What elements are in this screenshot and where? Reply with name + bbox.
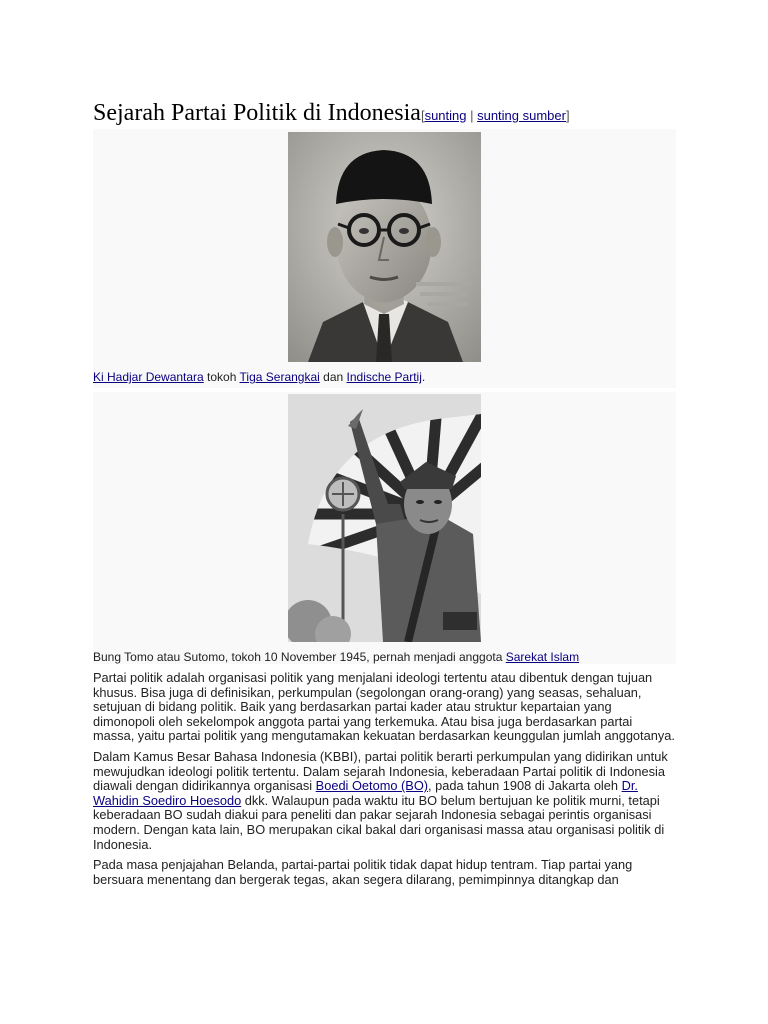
- section-title: Sejarah Partai Politik di Indonesia: [93, 100, 421, 126]
- bracket-open: [: [420, 108, 425, 123]
- bung-tomo-photo[interactable]: [288, 394, 481, 642]
- figure1-caption: [93, 370, 676, 385]
- paragraph-2-text: dkk. Walaupun pada waktu itu BO belum bertujuan ke politik murni, tetapi keberadaan BO sudah diakui para peneliti dan pakar sejarah Indonesia sebagai perintis organisasi modern. Dengan kata lain, BO merupakan cikal bakal dari organisasi massa atau organisasi politik di Indonesia.: [93, 792, 665, 852]
- figure2-caption: [93, 650, 676, 665]
- paragraph-2-text: Dalam Kamus Besar Bahasa Indonesia (KBBI), partai politik berarti perkumpulan yang didirikan untuk mewujudkan ideologi politik tertentu. Dalam sejarah Indonesia, keberadaan Partai politik di Indonesia diawali dengan didirikannya organisasi: [93, 748, 668, 794]
- caption-link-indische-partij[interactable]: Indische Partij: [346, 370, 422, 384]
- caption-link-tiga-serangkai[interactable]: Tiga Serangkai: [239, 370, 320, 384]
- section-heading: [93, 100, 676, 130]
- paragraph-2: [93, 750, 676, 852]
- edit-links: [421, 108, 570, 123]
- article-body: [93, 671, 676, 893]
- link-wahidin[interactable]: Dr. Wahidin Soedirо Hoesodo: [93, 778, 638, 808]
- caption-text: .: [421, 370, 426, 384]
- portrait-photo-graphic: [288, 132, 481, 362]
- caption-link-ki-hadjar[interactable]: Ki Hadjar Dewantara: [93, 370, 204, 384]
- bung-tomo-photo-graphic: [288, 394, 481, 642]
- paragraph-3: Pada masa penjajahan Belanda, partai-partai politik tidak dapat hidup tentram. Tiap partai yang bersuara menentang dan bergerak tegas, akan segera dilarang, pemimpinnya ditangkap dan: [93, 857, 633, 887]
- paragraph-1: Partai politik adalah organisasi politik yang menjalani ideologi tertentu atau dibentuk dengan tujuan khusus. Bisa juga di definisikan, perkumpulan (segolongan orang-orang) yang seasas, sehaluan, setujuan di bidang politik. Baik yang berdasarkan partai kader atau struktur kepartaian yang dimonopoli oleh sekelompok anggota partai yang terkemuka. Atau bisa juga berdasarkan partai massa, yaitu partai politik yang mengutamakan kekuatan berdasarkan keunggulan jumlah anggotanya.: [93, 670, 675, 744]
- paragraph-2-text: , pada tahun 1908 di Jakarta oleh: [428, 778, 622, 794]
- edit-link[interactable]: sunting: [424, 108, 467, 123]
- caption-link-sarekat-islam[interactable]: Sarekat Islam: [505, 650, 580, 664]
- edit-source-link[interactable]: sunting sumber: [477, 108, 566, 123]
- caption-text: tokoh: [203, 370, 240, 384]
- bracket-close: ]: [565, 108, 570, 123]
- portrait-photo[interactable]: [288, 132, 481, 362]
- caption-text: dan: [319, 370, 347, 384]
- figure-ki-hadjar: [93, 129, 676, 388]
- link-boedi-oetomo[interactable]: Boedi Oetomo (BO): [315, 778, 429, 794]
- figure-bung-tomo: [93, 392, 676, 664]
- caption-text: Bung Tomo atau Sutomo, tokoh 10 November 1945, pernah menjadi anggota: [93, 650, 506, 664]
- edit-separator: |: [466, 108, 478, 123]
